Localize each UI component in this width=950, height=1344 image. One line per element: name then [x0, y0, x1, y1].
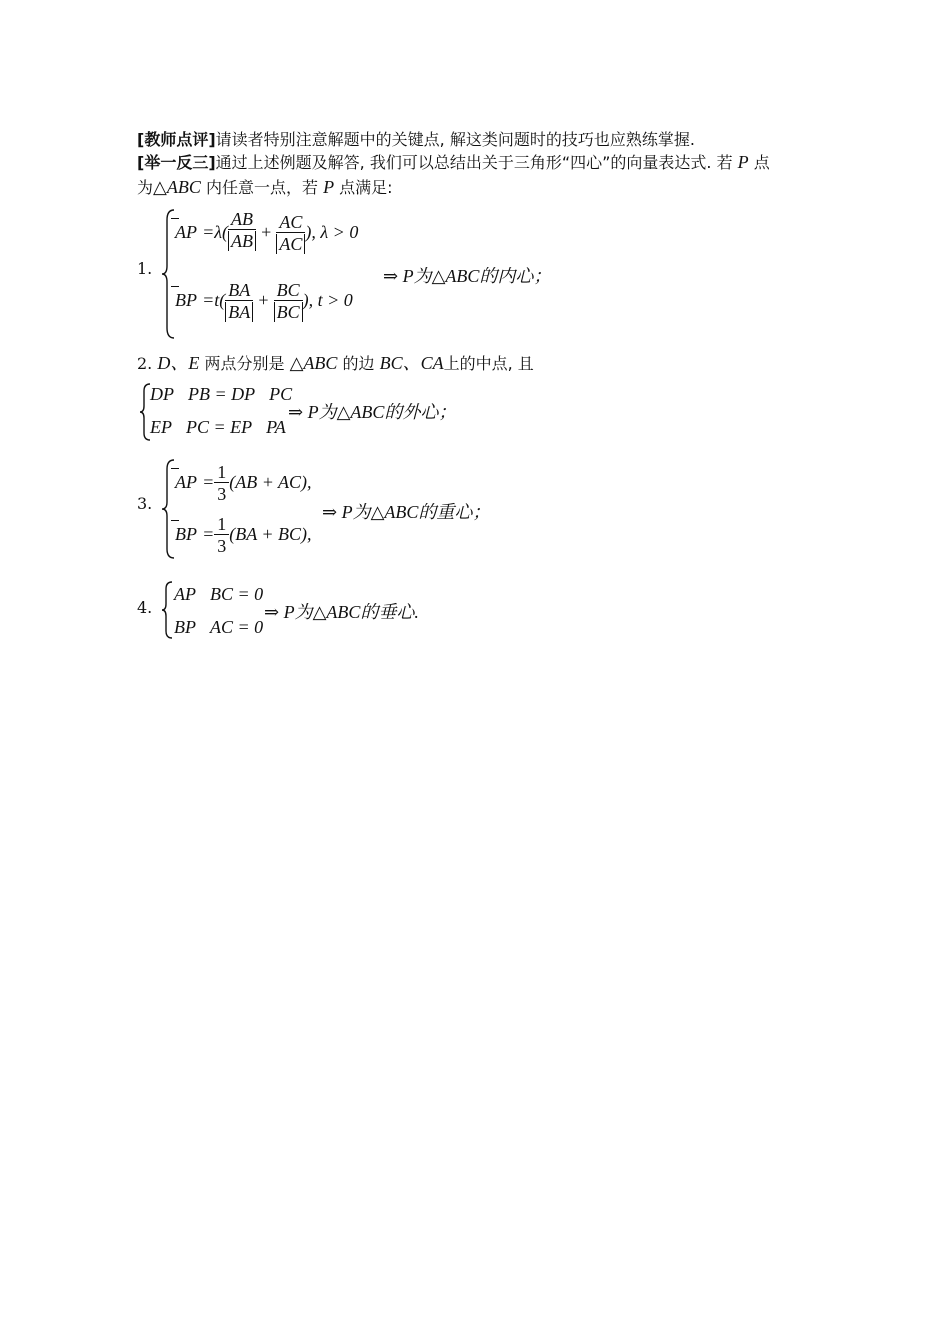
item-1-brace	[160, 208, 176, 340]
item-3-l2-frac-num: 1	[214, 514, 229, 535]
item-1-l2-lhs: BP	[175, 290, 197, 310]
item-4-brace	[160, 580, 174, 640]
item-2-intro-c: 上的中点, 且	[443, 354, 534, 373]
item-2-line-1: DP⃞PB = DP⃞PC	[150, 384, 293, 404]
item-2-intro-a: 两点分别是	[204, 354, 285, 373]
item-2-triangle: △ABC	[289, 353, 338, 373]
item-1-l1-frac-2-den: AC	[276, 234, 305, 254]
item-1-l2-frac-1-num: BA	[225, 280, 253, 301]
item-3-conclusion: ⇒ P为△ABC的重心；	[322, 502, 491, 522]
item-3-l1-lhs: AP	[175, 472, 197, 492]
item-2-line-2: EP⃞PC = EP⃞PA	[150, 417, 286, 437]
teacher-comment-text: 请读者特别注意解题中的关键点, 解这类问题时的技巧也应熟练掌握.	[215, 130, 695, 149]
item-4-number: 4.	[137, 598, 153, 617]
item-1-line-1	[175, 209, 359, 255]
point-p-2: P	[323, 177, 335, 197]
item-1-l1-frac-1-den: AB	[228, 231, 256, 251]
item-1-l2-tail: ), t > 0	[302, 290, 353, 310]
item-2-sides: BC、CA	[379, 353, 444, 373]
item-1-conclusion: ⇒ P为△ABC的内心；	[383, 266, 552, 286]
item-2-points-de: D、E	[157, 353, 200, 373]
item-2-intro-b: 的边	[342, 354, 375, 373]
extension-line-2	[137, 175, 393, 198]
item-1-l2-frac-1-den: BA	[225, 302, 253, 322]
item-1-l1-tail: ), λ > 0	[305, 222, 359, 242]
item-1-l2-frac-2-num: BC	[274, 280, 303, 301]
item-3-line-1	[175, 462, 312, 505]
item-4-conclusion: ⇒ P为△ABC的垂心.	[264, 602, 419, 622]
item-3-l1-tail: (AB + AC),	[229, 472, 312, 492]
item-3-l2-frac	[214, 514, 229, 557]
item-1-l1-plus: +	[261, 222, 272, 242]
point-p: P	[737, 152, 749, 172]
item-3-l1-frac-num: 1	[214, 462, 229, 483]
item-1-l2-frac-2	[274, 280, 303, 323]
item-3-l2-lhs: BP	[175, 524, 197, 544]
item-3-line-2	[175, 514, 312, 557]
extension-text-1b: 点	[753, 153, 770, 172]
item-3-l1-eq: =	[202, 472, 215, 492]
item-2-conclusion: ⇒ P为△ABC的外心；	[288, 402, 457, 422]
item-3-l2-tail: (BA + BC),	[229, 524, 312, 544]
item-1-l1-frac-1	[228, 209, 256, 252]
item-4-line-2: BP⃞AC = 0	[174, 617, 264, 637]
item-1-line-2	[175, 280, 353, 323]
item-1-l2-plus: +	[258, 290, 269, 310]
item-2-intro	[137, 349, 534, 375]
extension-text-2c: 点满足:	[339, 178, 393, 197]
extension-label: [举一反三]	[137, 153, 216, 172]
item-3-l2-frac-den: 3	[217, 536, 227, 556]
item-4-line-1: AP⃞BC = 0	[174, 584, 264, 604]
extension-text-2b: 内任意一点，若	[205, 178, 318, 197]
teacher-comment-line	[137, 127, 695, 150]
item-1-l2-frac-1	[225, 280, 253, 323]
extension-text-2a: 为	[137, 178, 154, 197]
item-3-l2-eq: =	[202, 524, 215, 544]
triangle-abc: △ABC	[153, 177, 201, 197]
teacher-comment-label: [教师点评]	[137, 130, 216, 149]
extension-line-1	[137, 150, 770, 173]
item-3-l1-frac-den: 3	[217, 484, 227, 504]
item-1-number: 1.	[137, 259, 153, 278]
extension-text-1: 通过上述例题及解答, 我们可以总结出关于三角形“四心”的向量表达式. 若	[215, 153, 733, 172]
item-1-l1-frac-1-num: AB	[228, 209, 256, 230]
item-1-l1-frac-2-num: AC	[276, 212, 305, 233]
item-1-l1-lhs: AP	[175, 222, 197, 242]
item-1-l2-eq: =t(	[202, 290, 226, 310]
item-2-number: 2.	[137, 354, 153, 373]
item-3-brace	[160, 458, 176, 560]
item-1-l1-frac-2	[276, 212, 305, 255]
item-3-number: 3.	[137, 494, 153, 513]
item-1-l1-eq: =λ(	[202, 222, 229, 242]
item-1-l2-frac-2-den: BC	[274, 302, 303, 322]
item-3-l1-frac	[214, 462, 229, 505]
